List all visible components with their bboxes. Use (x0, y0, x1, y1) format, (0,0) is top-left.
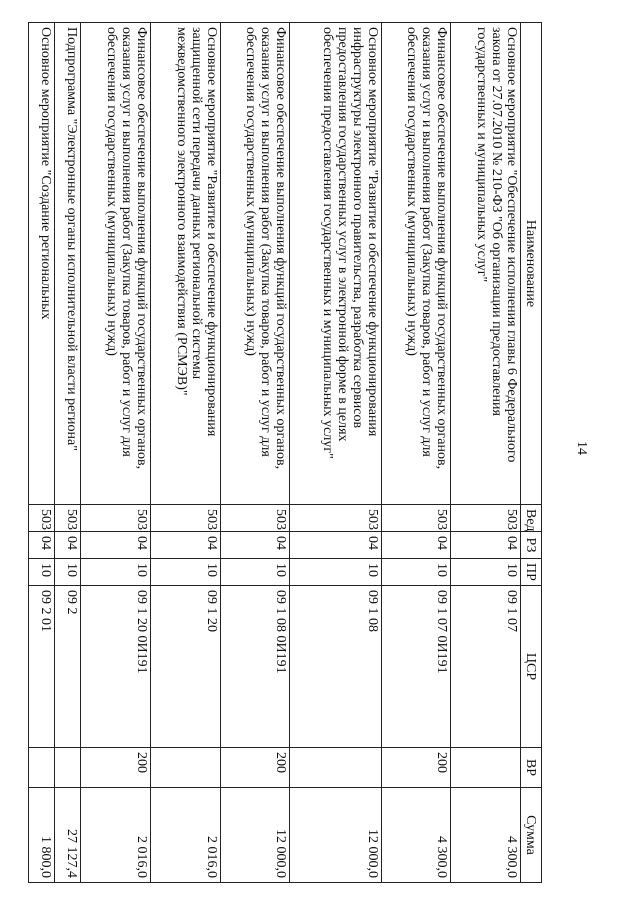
cell-vr (451, 748, 521, 788)
table-row (29, 23, 55, 883)
cell-csr: 09 1 08 (290, 586, 381, 748)
cell-vr (150, 748, 220, 788)
cell-rz: 04 (29, 532, 55, 559)
cell-sum: 27 127,4 (55, 788, 81, 883)
table-row (381, 23, 451, 883)
cell-pr: 10 (451, 559, 521, 586)
table-row (290, 23, 381, 883)
cell-vr: 200 (220, 748, 290, 788)
cell-rz: 04 (55, 532, 81, 559)
header-vr: ВР (521, 748, 542, 788)
cell-name: Основное мероприятие "Развитие и обеспечение функционирования инфраструктуры электронного правительства, разработка сервисов предоставления государственных услуг в электронной форме в целях обеспечения предоставления государственных и муниципальных услуг" (290, 23, 381, 505)
cell-name: Подпрограмма "Электронные органы исполнительной власти региона" (55, 23, 81, 505)
cell-rz: 04 (290, 532, 381, 559)
cell-name: Финансовое обеспечение выполнения функций государственных органов, оказания услуг и выполнения работ (Закупка товаров, работ и услуг для обеспечения государственных (муниципальных) нужд) (381, 23, 451, 505)
budget-table (28, 22, 542, 883)
cell-vr (55, 748, 81, 788)
table-row (220, 23, 290, 883)
cell-pr: 10 (381, 559, 451, 586)
cell-csr: 09 1 07 0И191 (381, 586, 451, 748)
cell-ved: 503 (29, 505, 55, 532)
cell-rz: 04 (81, 532, 151, 559)
cell-ved: 503 (451, 505, 521, 532)
cell-csr: 09 1 07 (451, 586, 521, 748)
cell-sum: 4 300,0 (381, 788, 451, 883)
cell-vr (29, 748, 55, 788)
cell-ved: 503 (81, 505, 151, 532)
cell-pr: 10 (290, 559, 381, 586)
header-name: Наименование (521, 23, 542, 505)
cell-csr: 09 2 01 (29, 586, 55, 748)
cell-sum: 12 000,0 (220, 788, 290, 883)
cell-rz: 04 (220, 532, 290, 559)
header-pr: ПР (521, 559, 542, 586)
cell-pr: 10 (150, 559, 220, 586)
cell-rz: 04 (451, 532, 521, 559)
cell-csr: 09 1 20 (150, 586, 220, 748)
header-row (521, 23, 542, 883)
table-row (451, 23, 521, 883)
rotated-page (28, 22, 542, 882)
cell-pr: 10 (220, 559, 290, 586)
cell-name: Финансовое обеспечение выполнения функций государственных органов, оказания услуг и выполнения работ (Закупка товаров, работ и услуг для обеспечения государственных (муниципальных) нужд) (81, 23, 151, 505)
cell-pr: 10 (29, 559, 55, 586)
cell-ved: 503 (381, 505, 451, 532)
header-csr: ЦСР (521, 586, 542, 748)
cell-ved: 503 (220, 505, 290, 532)
cell-rz: 04 (150, 532, 220, 559)
cell-name: Основное мероприятие "Создание региональных (29, 23, 55, 505)
header-sum: Сумма (521, 788, 542, 883)
cell-rz: 04 (381, 532, 451, 559)
cell-vr: 200 (81, 748, 151, 788)
cell-pr: 10 (55, 559, 81, 586)
cell-ved: 503 (150, 505, 220, 532)
header-rz: РЗ (521, 532, 542, 559)
cell-csr: 09 1 20 0И191 (81, 586, 151, 748)
header-ved: Вед (521, 505, 542, 532)
cell-sum: 4 300,0 (451, 788, 521, 883)
cell-csr: 09 2 (55, 586, 81, 748)
cell-csr: 09 1 08 0И191 (220, 586, 290, 748)
cell-vr (290, 748, 381, 788)
cell-name: Основное мероприятие "Развитие и обеспечение функционирования защищенной сети передачи данных региональной системы межведомственного электронного взаимодействия (РСМЭВ)" (150, 23, 220, 505)
cell-ved: 503 (55, 505, 81, 532)
table-row (55, 23, 81, 883)
table-row (150, 23, 220, 883)
cell-sum: 2 016,0 (81, 788, 151, 883)
cell-name: Основное мероприятие "Обеспечение исполнения главы 6 Федерального закона от 27.07.2010 № 210-ФЗ "Об организации предоставления государственных и муниципальных услуг" (451, 23, 521, 505)
cell-pr: 10 (81, 559, 151, 586)
cell-sum: 1 800,0 (29, 788, 55, 883)
cell-name: Финансовое обеспечение выполнения функций государственных органов, оказания услуг и выполнения работ (Закупка товаров, работ и услуг для обеспечения государственных (муниципальных) нужд) (220, 23, 290, 505)
table-row (81, 23, 151, 883)
cell-ved: 503 (290, 505, 381, 532)
cell-sum: 2 016,0 (150, 788, 220, 883)
cell-sum: 12 000,0 (290, 788, 381, 883)
page-number: 14 (574, 441, 589, 455)
cell-vr: 200 (381, 748, 451, 788)
